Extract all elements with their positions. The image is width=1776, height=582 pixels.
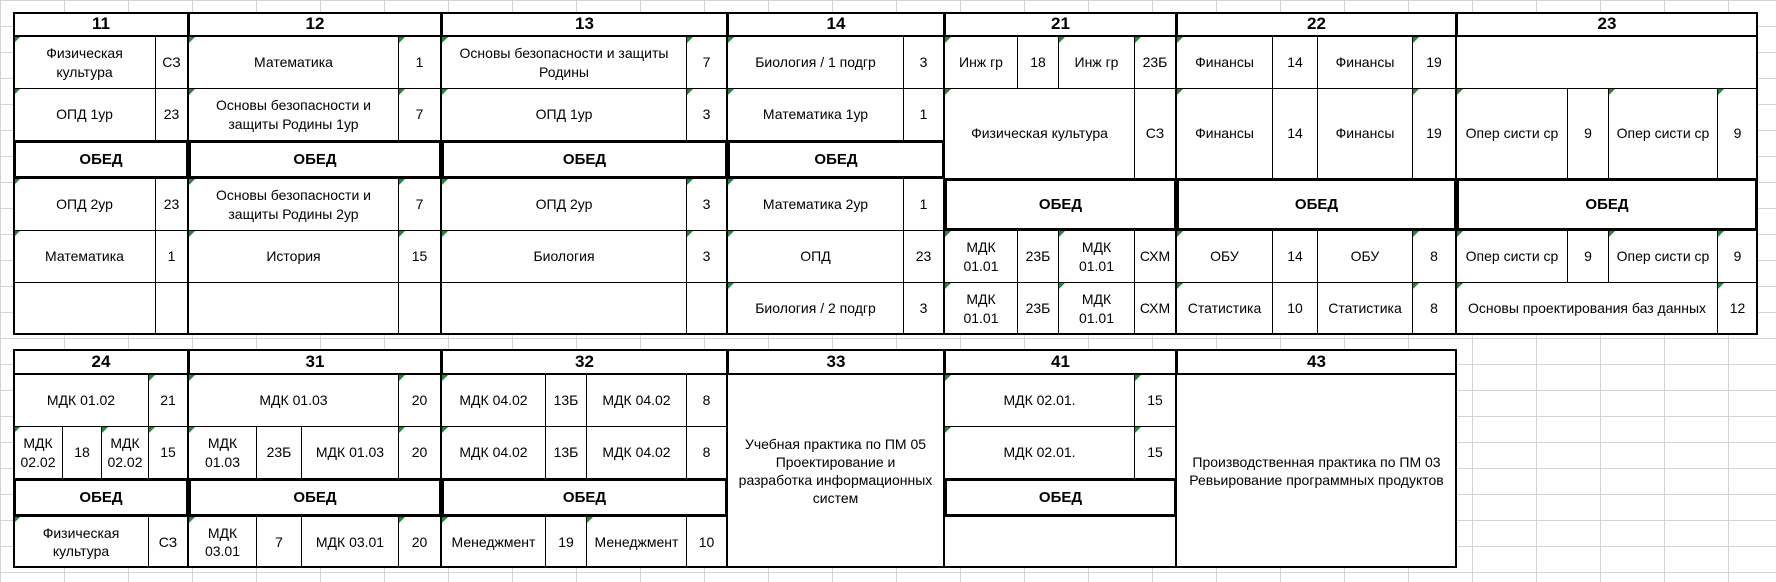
g14-r5-subject[interactable]: ОПД	[727, 230, 904, 283]
g31-r2a-subject[interactable]: МДК 01.03	[188, 426, 257, 479]
g11-r2-subject[interactable]: ОПД 1ур	[13, 88, 156, 141]
g12-r6-subject[interactable]	[188, 282, 399, 335]
g22-r5b-room[interactable]: 8	[1412, 230, 1457, 283]
g21-r5b-room[interactable]: СХМ	[1134, 230, 1177, 283]
g13-r1-room[interactable]: 7	[686, 36, 728, 89]
g12-r2-subject[interactable]: Основы безопасности и защиты Родины 1ур	[188, 88, 399, 141]
g14-r6-subject[interactable]: Биология / 2 подгр	[727, 282, 904, 335]
g13-r4-subject[interactable]: ОПД 2ур	[441, 178, 687, 231]
g13-r5-subject[interactable]: Биология	[441, 230, 687, 283]
g12-lunch[interactable]: ОБЕД	[188, 140, 442, 179]
group-header-23[interactable]: 23	[1456, 12, 1758, 37]
group-header-24[interactable]: 24	[13, 349, 189, 375]
g24-r2a-subject[interactable]: МДК 02.02	[13, 426, 63, 479]
g22-r1b-room[interactable]: 19	[1412, 36, 1457, 89]
g22-r2b-room[interactable]: 19	[1412, 88, 1457, 179]
g33-practice-block[interactable]: Учебная практика по ПМ 05 Проектирование и разработка информационных систем	[727, 374, 945, 568]
g32-r2b-room[interactable]: 8	[686, 426, 728, 479]
g21-r1a-room[interactable]: 18	[1017, 36, 1059, 89]
g31-lunch[interactable]: ОБЕД	[188, 478, 442, 517]
g22-r6b-room[interactable]: 8	[1412, 282, 1457, 335]
g32-r2a-room[interactable]: 13Б	[545, 426, 587, 479]
g12-r5-subject[interactable]: История	[188, 230, 399, 283]
g21-r6a-room[interactable]: 23Б	[1017, 282, 1059, 335]
g31-r2b-room[interactable]: 20	[398, 426, 442, 479]
g22-r5b-subject[interactable]: ОБУ	[1317, 230, 1413, 283]
g14-r6-room[interactable]: 3	[903, 282, 945, 335]
g21-r2-subject[interactable]: Физическая культура	[944, 88, 1135, 179]
group-header-43[interactable]: 43	[1176, 349, 1457, 375]
g21-r1a-subject[interactable]: Инж гр	[944, 36, 1018, 89]
g11-r1-room[interactable]: СЗ	[155, 36, 189, 89]
g21-r6b-room[interactable]: СХМ	[1134, 282, 1177, 335]
g41-r4-empty[interactable]	[944, 516, 1177, 568]
g32-r1a-subject[interactable]: МДК 04.02	[441, 374, 546, 427]
g21-r1b-room[interactable]: 23Б	[1134, 36, 1177, 89]
g22-r1a-subject[interactable]: Финансы	[1176, 36, 1273, 89]
g12-r4-subject[interactable]: Основы безопасности и защиты Родины 2ур	[188, 178, 399, 231]
g24-r4-room[interactable]: СЗ	[148, 516, 189, 568]
g14-r4-subject[interactable]: Математика 2ур	[727, 178, 904, 231]
g11-r1-subject[interactable]: Физическая культура	[13, 36, 156, 89]
g24-r2b-room[interactable]: 15	[148, 426, 189, 479]
g14-r4-room[interactable]: 1	[903, 178, 945, 231]
group-header-31[interactable]: 31	[188, 349, 442, 375]
group-header-21[interactable]: 21	[944, 12, 1177, 37]
g12-r1-room[interactable]: 1	[398, 36, 442, 89]
g21-r5a-subject[interactable]: МДК 01.01	[944, 230, 1018, 283]
g11-r5-subject[interactable]: Математика	[13, 230, 156, 283]
g31-r4a-room[interactable]: 7	[256, 516, 302, 568]
g21-lunch[interactable]: ОБЕД	[944, 178, 1177, 231]
group-header-22[interactable]: 22	[1176, 12, 1457, 37]
g14-r1-room[interactable]: 3	[903, 36, 945, 89]
g41-r2-subject[interactable]: МДК 02.01.	[944, 426, 1135, 479]
g21-r5b-subject[interactable]: МДК 01.01	[1058, 230, 1135, 283]
g24-lunch[interactable]: ОБЕД	[13, 478, 189, 517]
group-header-33[interactable]: 33	[727, 349, 945, 375]
g22-r5a-subject[interactable]: ОБУ	[1176, 230, 1273, 283]
g13-r6-room[interactable]	[686, 282, 728, 335]
g23-r6-subject[interactable]: Основы проектирования баз данных	[1456, 282, 1718, 335]
g21-r6b-subject[interactable]: МДК 01.01	[1058, 282, 1135, 335]
g32-r2b-subject[interactable]: МДК 04.02	[586, 426, 687, 479]
g22-lunch[interactable]: ОБЕД	[1176, 178, 1457, 231]
g32-r1b-subject[interactable]: МДК 04.02	[586, 374, 687, 427]
g12-r5-room[interactable]: 15	[398, 230, 442, 283]
g41-r2-room[interactable]: 15	[1134, 426, 1177, 479]
g23-r2a-room[interactable]: 9	[1567, 88, 1609, 179]
g23-r2b-room[interactable]: 9	[1717, 88, 1758, 179]
g41-lunch[interactable]: ОБЕД	[944, 478, 1177, 517]
g13-r2-subject[interactable]: ОПД 1ур	[441, 88, 687, 141]
g23-r5a-subject[interactable]: Опер систи ср	[1456, 230, 1568, 283]
group-header-11[interactable]: 11	[13, 12, 189, 37]
g22-r5a-room[interactable]: 14	[1272, 230, 1318, 283]
g21-r1b-subject[interactable]: Инж гр	[1058, 36, 1135, 89]
g22-r2a-room[interactable]: 14	[1272, 88, 1318, 179]
g31-r2b-subject[interactable]: МДК 01.03	[301, 426, 399, 479]
g22-r2a-subject[interactable]: Финансы	[1176, 88, 1273, 179]
g23-r6-room[interactable]: 12	[1717, 282, 1758, 335]
g11-r6-subject[interactable]	[13, 282, 156, 335]
g32-lunch[interactable]: ОБЕД	[441, 478, 728, 517]
g32-r2a-subject[interactable]: МДК 04.02	[441, 426, 546, 479]
g24-r2b-subject[interactable]: МДК 02.02	[101, 426, 149, 479]
g24-r4-subject[interactable]: Физическая культура	[13, 516, 149, 568]
g14-r5-room[interactable]: 23	[903, 230, 945, 283]
g31-r1-room[interactable]: 20	[398, 374, 442, 427]
g23-r5a-room[interactable]: 9	[1567, 230, 1609, 283]
g31-r4a-subject[interactable]: МДК 03.01	[188, 516, 257, 568]
g12-r6-room[interactable]	[398, 282, 442, 335]
g23-r5b-room[interactable]: 9	[1717, 230, 1758, 283]
g22-r2b-subject[interactable]: Финансы	[1317, 88, 1413, 179]
g12-r2-room[interactable]: 7	[398, 88, 442, 141]
g22-r1a-room[interactable]: 14	[1272, 36, 1318, 89]
g23-r2b-subject[interactable]: Опер систи ср	[1608, 88, 1718, 179]
group-header-13[interactable]: 13	[441, 12, 728, 37]
g11-r4-subject[interactable]: ОПД 2ур	[13, 178, 156, 231]
g14-lunch[interactable]: ОБЕД	[727, 140, 945, 179]
g24-r1-room[interactable]: 21	[148, 374, 189, 427]
group-header-12[interactable]: 12	[188, 12, 442, 37]
g14-r2-room[interactable]: 1	[903, 88, 945, 141]
g12-r1-subject[interactable]: Математика	[188, 36, 399, 89]
g41-r1-subject[interactable]: МДК 02.01.	[944, 374, 1135, 427]
g43-practice-block[interactable]: Производственная практика по ПМ 03 Ревьирование программных продуктов	[1176, 374, 1457, 568]
g32-r4b-subject[interactable]: Менеджмент	[586, 516, 687, 568]
g21-r6a-subject[interactable]: МДК 01.01	[944, 282, 1018, 335]
g23-lunch[interactable]: ОБЕД	[1456, 178, 1758, 231]
g32-r1b-room[interactable]: 8	[686, 374, 728, 427]
g21-r5a-room[interactable]: 23Б	[1017, 230, 1059, 283]
g32-r4b-room[interactable]: 10	[686, 516, 728, 568]
g24-r1-subject[interactable]: МДК 01.02	[13, 374, 149, 427]
g12-r4-room[interactable]: 7	[398, 178, 442, 231]
g22-r6a-subject[interactable]: Статистика	[1176, 282, 1273, 335]
g22-r1b-subject[interactable]: Финансы	[1317, 36, 1413, 89]
g13-r1-subject[interactable]: Основы безопасности и защиты Родины	[441, 36, 687, 89]
g31-r1-subject[interactable]: МДК 01.03	[188, 374, 399, 427]
g21-r2-room[interactable]: СЗ	[1134, 88, 1177, 179]
group-header-14[interactable]: 14	[727, 12, 945, 37]
g13-r2-room[interactable]: 3	[686, 88, 728, 141]
g14-r1-subject[interactable]: Биология / 1 подгр	[727, 36, 904, 89]
g32-r4a-room[interactable]: 19	[545, 516, 587, 568]
g32-r4a-subject[interactable]: Менеджмент	[441, 516, 546, 568]
g11-r6-room[interactable]	[155, 282, 189, 335]
g11-r2-room[interactable]: 23	[155, 88, 189, 141]
g32-r1a-room[interactable]: 13Б	[545, 374, 587, 427]
g14-r2-subject[interactable]: Математика 1ур	[727, 88, 904, 141]
g31-r4b-room[interactable]: 20	[398, 516, 442, 568]
g13-r5-room[interactable]: 3	[686, 230, 728, 283]
g24-r2a-room[interactable]: 18	[62, 426, 102, 479]
g31-r2a-room[interactable]: 23Б	[256, 426, 302, 479]
group-header-32[interactable]: 32	[441, 349, 728, 375]
g22-r6a-room[interactable]: 10	[1272, 282, 1318, 335]
g13-r6-subject[interactable]	[441, 282, 687, 335]
g31-r4b-subject[interactable]: МДК 03.01	[301, 516, 399, 568]
g11-r5-room[interactable]: 1	[155, 230, 189, 283]
g41-r1-room[interactable]: 15	[1134, 374, 1177, 427]
g11-r4-room[interactable]: 23	[155, 178, 189, 231]
g13-r4-room[interactable]: 3	[686, 178, 728, 231]
group-header-41[interactable]: 41	[944, 349, 1177, 375]
g23-r2a-subject[interactable]: Опер систи ср	[1456, 88, 1568, 179]
g22-r6b-subject[interactable]: Статистика	[1317, 282, 1413, 335]
g23-r1-empty[interactable]	[1456, 36, 1758, 89]
g11-lunch[interactable]: ОБЕД	[13, 140, 189, 179]
g23-r5b-subject[interactable]: Опер систи ср	[1608, 230, 1718, 283]
g13-lunch[interactable]: ОБЕД	[441, 140, 728, 179]
